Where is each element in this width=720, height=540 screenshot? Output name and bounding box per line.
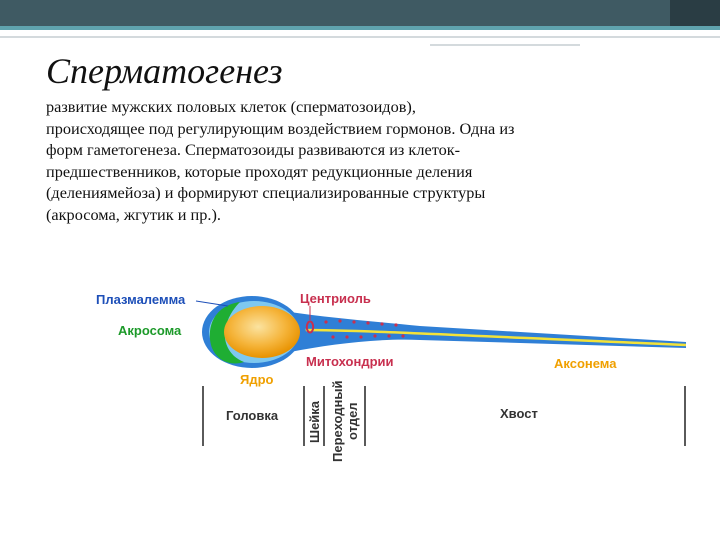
- section-midpiece-label-2: отдел: [345, 402, 360, 440]
- label-plasmalemma: Плазмалемма: [96, 292, 186, 307]
- section-tail-label: Хвост: [500, 406, 538, 421]
- section-head-label: Головка: [226, 408, 279, 423]
- label-acrosome: Акросома: [118, 323, 182, 338]
- label-centriole: Центриоль: [300, 291, 371, 306]
- section-neck-label: Шейка: [307, 400, 322, 443]
- nucleus-shape: [224, 306, 300, 358]
- slide-title: Сперматогенез: [46, 51, 283, 91]
- slide-body-text: развитие мужских половых клеток (сперматозоидов), происходящее под регулирующим воздействием гормонов. Одна из форм гаметогенеза. Сперматозоиды развиваются из клеток-предшественников, которые проходят редукционные деления (делениямейоза) и формируют специализированные структуры (акросома, жгутик и пр.).: [46, 97, 515, 224]
- section-midpiece-label-1: Переходный: [330, 380, 345, 462]
- label-axoneme: Аксонема: [554, 356, 617, 371]
- label-mitochondria: Митохондрии: [306, 354, 394, 369]
- label-nucleus: Ядро: [240, 372, 274, 387]
